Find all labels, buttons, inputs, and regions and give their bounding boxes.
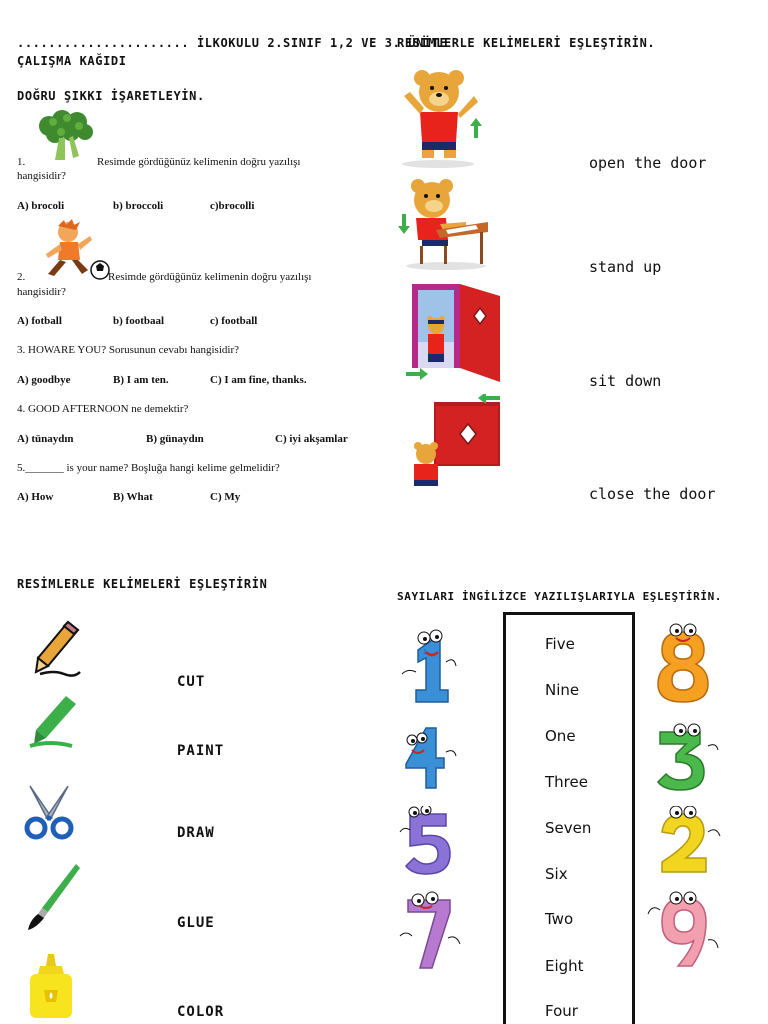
question-1-number: 1. <box>17 156 26 168</box>
marker-icon <box>28 694 78 752</box>
door-open-icon <box>400 282 506 384</box>
question-2-option-a[interactable]: A) fotball <box>17 315 62 327</box>
question-2-option-c[interactable]: c) football <box>210 315 258 327</box>
pencil-icon <box>34 618 84 678</box>
question-1-option-c[interactable]: c)brocolli <box>210 200 255 212</box>
digit-three-icon <box>652 722 722 794</box>
title-text: İLKOKULU 2.SINIF 1,2 VE 3. ÜNİTE <box>196 36 448 50</box>
football-player-icon <box>38 218 110 282</box>
question-1-option-a[interactable]: A) brocoli <box>17 200 65 212</box>
number-word-three[interactable]: Three <box>545 773 588 791</box>
digit-four-icon <box>398 722 460 794</box>
digit-five-icon <box>398 806 458 878</box>
digit-one-icon <box>398 628 458 706</box>
number-word-one[interactable]: One <box>545 727 576 745</box>
question-3-text: 3. HOWARE YOU? Sorusunun cevabı hangisidir? <box>17 344 239 356</box>
number-word-nine[interactable]: Nine <box>545 681 580 699</box>
glue-bottle-icon <box>26 952 76 1020</box>
question-5-option-b[interactable]: B) What <box>113 491 153 503</box>
question-3-option-c[interactable]: C) I am fine, thanks. <box>210 374 307 386</box>
question-1-option-b[interactable]: b) broccoli <box>113 200 164 212</box>
digit-eight-icon <box>652 622 714 706</box>
phrase-open-the-door[interactable]: open the door <box>589 154 707 172</box>
tool-word-glue[interactable]: GLUE <box>177 915 215 931</box>
broccoli-icon <box>35 110 95 165</box>
phrase-stand-up[interactable]: stand up <box>589 258 662 276</box>
tool-word-color[interactable]: COLOR <box>177 1004 225 1020</box>
question-1-text-cont: hangisidir? <box>17 170 66 182</box>
tool-word-paint[interactable]: PAINT <box>177 743 225 759</box>
worksheet-title-line1 <box>17 36 447 50</box>
question-2-number: 2. <box>17 271 26 283</box>
number-word-seven[interactable]: Seven <box>545 819 592 837</box>
number-word-four[interactable]: Four <box>545 1002 578 1020</box>
tool-word-draw[interactable]: DRAW <box>177 825 215 841</box>
question-5-text: 5._______ is your name? Boşluğa hangi kelime gelmelidir? <box>17 462 280 474</box>
question-1-text: Resimde gördüğünüz kelimenin doğru yazılışı <box>97 156 301 168</box>
number-word-eight[interactable]: Eight <box>545 957 584 975</box>
question-2-text: Resimde gördüğünüz kelimenin doğru yazılışı <box>108 271 312 283</box>
number-word-two[interactable]: Two <box>545 910 574 928</box>
question-4-option-b[interactable]: B) günaydın <box>146 433 204 445</box>
number-word-five[interactable]: Five <box>545 635 575 653</box>
worksheet-title-line2: ÇALIŞMA KAĞIDI <box>17 54 127 68</box>
svg-text:1: 1 <box>423 649 427 656</box>
number-word-six[interactable]: Six <box>545 865 568 883</box>
question-5-option-c[interactable]: C) My <box>210 491 241 503</box>
name-blank: ...................... <box>17 36 190 50</box>
phrase-close-the-door[interactable]: close the door <box>589 485 716 503</box>
scissors-icon <box>22 784 76 840</box>
question-3-option-a[interactable]: A) goodbye <box>17 374 71 386</box>
digit-seven-icon <box>398 890 464 974</box>
digit-two-icon <box>652 806 722 880</box>
tool-word-cut[interactable]: CUT <box>177 674 206 690</box>
question-2-option-b[interactable]: b) footbaal <box>113 315 165 327</box>
section1-heading: DOĞRU ŞIKKI İŞARETLEYİN. <box>17 89 205 103</box>
bear-sit-down-icon <box>396 176 492 270</box>
digit-nine-icon <box>646 890 724 974</box>
door-close-icon <box>400 394 508 498</box>
question-2-text-cont: hangisidir? <box>17 286 66 298</box>
section4-heading: SAYILARI İNGİLİZCE YAZILIŞLARIYLA EŞLEŞTİRİN. <box>397 590 723 603</box>
question-3-option-b[interactable]: B) I am ten. <box>113 374 169 386</box>
question-5-option-a[interactable]: A) How <box>17 491 54 503</box>
question-4-option-a[interactable]: A) tünaydın <box>17 433 74 445</box>
question-4-option-c[interactable]: C) iyi akşamlar <box>275 433 348 445</box>
bear-stand-up-icon <box>398 66 486 168</box>
section2-heading: RESİMLERLE KELİMELERİ EŞLEŞTİRİN. <box>397 36 656 50</box>
question-4-text: 4. GOOD AFTERNOON ne demektir? <box>17 403 189 415</box>
section3-heading: RESİMLERLE KELİMELERİ EŞLEŞTİRİN <box>17 577 268 591</box>
brush-icon <box>26 862 82 932</box>
phrase-sit-down[interactable]: sit down <box>589 372 662 390</box>
